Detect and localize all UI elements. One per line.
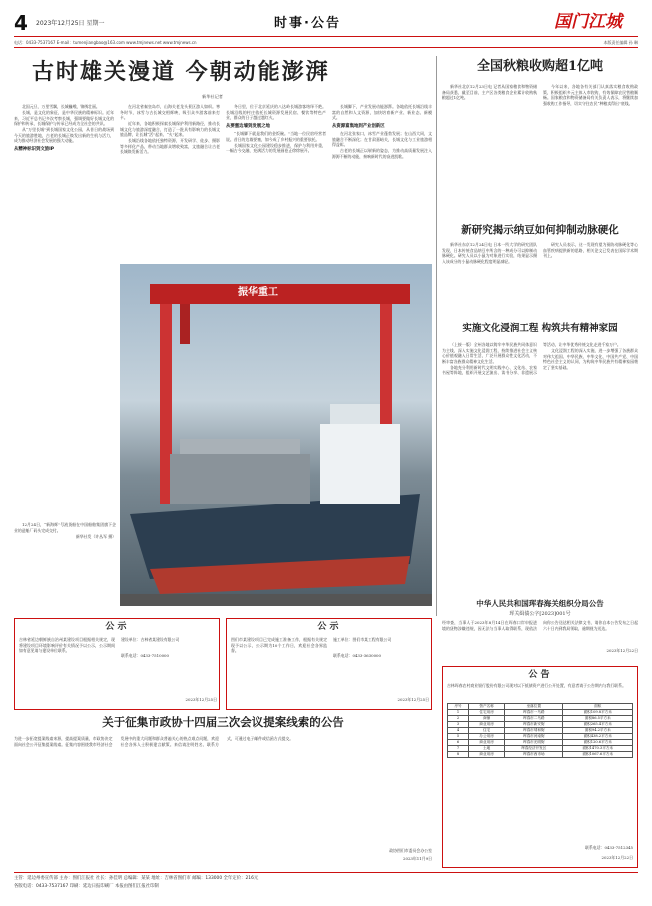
grain-headline: 全国秋粮收购超1亿吨 xyxy=(476,59,604,74)
asset-notice-contact: 联系电话：0433-7512345 xyxy=(585,845,633,850)
lead-subhead-3: 从资源富集地到产业创新区 xyxy=(332,123,385,129)
lead-subhead-1: 从精神标识到文旅IP xyxy=(14,146,54,152)
issue-date: 2023年12月25日 星期一 xyxy=(36,20,105,27)
table-row: 2 商铺 珲春市二马路 面积86.5平方米 xyxy=(448,716,633,722)
proposal-signoff: 政协图们市委员会办公室 xyxy=(389,848,432,853)
proposal-body: 为进一步拓宽提案线索来源，提高提案质量，市政协决定面向社会公开征集提案线索。征集内容围绕我市经济社会发展中的重大问题和群众普遍关心的热点难点问题，欢迎社会各界人士积极建言献策。来信请注明姓名、联系方式，可通过电子邮件或信函方式提交。 xyxy=(14,736,294,747)
col-header: 面积 xyxy=(563,704,633,710)
lead-headline: 古时雄关漫道 今朝动能澎湃 xyxy=(32,59,330,85)
public-notice-1 xyxy=(14,618,220,710)
maritime-headline: 中华人民共和国珲春海关组织分局公告 xyxy=(476,599,604,608)
masthead-rule-bottom xyxy=(14,47,638,48)
bean-headline: 新研究揭示纳豆如何抑制动脉硬化 xyxy=(461,224,619,236)
lead-column-2: 在河北省秦皇岛市，山海关老龙头景区游人如织。寒冬时节，冰雪与古长城交相辉映，吸引众多游客前来打卡。 近年来，各地积极探索长城保护利用新路径，推动长城文化与旅游深度融合，打造了一批具有影响力的长城文旅品牌，让长城“活”起来、“火”起来。 长城沿线各地依托独特资源，开发研学、徒步、摄影等多样化产品，带动当地群众增收致富，文旅融合让古老长城焕发新活力。 xyxy=(120,104,220,154)
proposal-date: 2023年11月9日 xyxy=(403,856,432,861)
notice-2-phone: 联系电话：0433-3630000 xyxy=(333,653,381,658)
maritime-subhead: 珲关缉债公字[2023]001号 xyxy=(509,611,571,617)
notice-1-title: 公 示 xyxy=(105,622,127,632)
col-header: 坐落位置 xyxy=(505,704,563,710)
ship-crane-text: 振华重工 xyxy=(238,287,278,298)
masthead-contact: 电话：0433-7537167 E-mail：tumenjiangbao@163.com www.tmjnews.net www.tmjnews.cn xyxy=(14,40,197,45)
section-title: 时事·公告 xyxy=(274,16,341,31)
table-row: 1 住宅用房 珲春市一马路 面积109.8平方米 xyxy=(448,710,633,716)
page-number: 4 xyxy=(14,11,28,35)
table-row: 6 商业用房 珲春市光明街 面积120.6平方米 xyxy=(448,740,633,746)
newspaper-logo: 国门江城 xyxy=(554,12,622,32)
table-row: 7 土地 珲春经济开发区 面积1470.3平方米 xyxy=(448,746,633,752)
grain-body: 新华社北京12月23日电 记者从国家粮食和物资储备局获悉，截至目前，主产区各类粮食企业累计收购秋粮超过1亿吨。 今年以来，各地各有关部门认真落实粮食收购政策，积极组织多元主体入市收购，有效保障农民售粮顺畅。国家粮食和物资储备局有关负责人表示，将继续加强收购工作指导，切实守住农民“种粮卖得出”底线。 xyxy=(442,84,638,106)
lead-subhead-2: 从要塞边墙到发展之地 xyxy=(226,123,270,129)
maritime-notice xyxy=(442,598,638,658)
notice-2-date: 2023年12月25日 xyxy=(397,697,429,702)
col-header: 资产名称 xyxy=(469,704,505,710)
proposal-headline: 关于征集市政协十四届三次会议提案线索的公告 xyxy=(102,715,344,729)
bean-body: 新华社东京12月24日电 日本一所大学的研究团队发现，日本传统食品纳豆中所含的一种成分可以抑制动脉硬化。研究人员以小鼠为对象进行实验，结果显示摄入该成分的小鼠动脉硬化程度明显减轻。 研究人员表示，这一发现有望为预防动脉硬化等心血管疾病提供新的思路，相关论文已发表在国际学术期刊上。 xyxy=(442,242,638,264)
footer-line-1: 主管：延边州委宣传部 主办：图们江报社 社长：孙佳明 总编辑：某某 地址：吉林省图们市 邮编：133000 全年定价：216元 xyxy=(14,876,259,881)
asset-notice-title: 公 告 xyxy=(528,670,550,680)
notice-1-body: 吉林省延边朝鲜族自治州某建设项目根据相关规定，现将建设项目环境影响评价有关情况予以公示，公示期间如有意见请与建设单位联系。 xyxy=(19,637,115,653)
asset-table xyxy=(447,703,633,758)
public-notice-2 xyxy=(226,618,432,710)
proposal-notice xyxy=(14,714,432,868)
culture-body: （上接一版）全州各地以铸牢中华民族共同体意识为主线，深入实施文化浸润工程，持续推进社会主义核心价值观融入日常生活，广泛开展群众性文化活动，不断丰富各族群众精神文化生活。 各地充分利用新时代文明实践中心、文化站、农家书屋等阵地，组织开展文艺演出、读书分享、非遗展示等活动，让中华优秀传统文化走进千家万户。 文化浸润工程的深入实施，进一步增强了各族群众对伟大祖国、中华民族、中华文化、中国共产党、中国特色社会主义的认同，为构筑中华民族共有精神家园奠定了坚实基础。 xyxy=(442,342,638,375)
grain-article xyxy=(442,58,638,206)
footer-rule xyxy=(14,872,638,873)
table-row: 8 商业用房 珲春市西市场 面积1067.6平方米 xyxy=(448,752,633,758)
bean-article xyxy=(442,222,638,308)
notice-1-date: 2023年12月25日 xyxy=(185,697,217,702)
photo-caption: 12月24日，“新海辉”号液货船在中国船舶集团旗下企业的造船厂码头完成交付。 新华社发（许丛军 摄） xyxy=(14,522,116,539)
table-row: 4 住宅 珲春市靖和街 面积94.2平方米 xyxy=(448,728,633,734)
asset-notice-intro: 吉林珲春农村商业银行股份有限公司现对以下抵债资产进行公开处置，有意者请于公告期内与我行联系。 xyxy=(447,683,626,688)
lead-byline: 新华社记者 xyxy=(202,94,223,99)
table-row: 5 办公用房 珲春市河南街 面积438.2平方米 xyxy=(448,734,633,740)
notice-2-title: 公 示 xyxy=(317,622,339,632)
masthead xyxy=(14,12,638,52)
footer-line-2: 各版电话：0433-7537167 印刷：延边日报印刷厂 本报由图们江报社印制 xyxy=(14,884,159,889)
column-divider xyxy=(436,56,437,616)
lead-column-3: 冬日里，位于北京延庆的八达岭长城游客络绎不绝。长城沿线的村庄依托长城资源发展民宿、餐饮等特色产业，群众的日子越过越红火。 从要塞边墙到发展之地 “长城脚下就是我们的金饭碗。”当地一位民宿经营者说。昔日的边墙要塞，如今成了乡村振兴的重要依托。 长城国家文化公园建设稳步推进，保护与利用并重，一幅古今交融、充满活力的发展画卷正徐徐展开。 xyxy=(226,104,326,153)
lead-column-1: 北国元旦，万里雪飘，长城巍峨，锦绣壮丽。 长城，是文化的象征，是中华民族的精神标识。近年来，习近平总书记多次考察长城，强调要做好长城文化的保护和传承，长城保护与传承已经成为全社会的共识。 从“万里长城”到长城国家文化公园，从昔日的战场到今天的旅游胜地，古老的长城正焕发出新的生机与活力，成为推动经济社会发展的强大动能。 从精神标识到文旅IP xyxy=(14,104,114,152)
notice-1-unit: 建设单位：吉林省某建设有限公司 xyxy=(121,637,180,642)
notice-2-unit: 施工单位：图们市某工程有限公司 xyxy=(333,637,392,642)
asset-notice xyxy=(442,666,638,868)
page-editor: 本版责任编辑 孙 琳 xyxy=(603,40,638,45)
col-header: 序号 xyxy=(448,704,469,710)
ship-illustration xyxy=(120,264,432,606)
masthead-rule-top xyxy=(14,36,638,37)
maritime-body: 经审查，当事人于2023年8月14日在珲春口岸申报进境的货物涉嫌违规，因无法与当事人取得联系，现依法向你公告送达相关法律文书，请你自本公告发布之日起六十日内到我局领取，逾期视为送达。 xyxy=(442,620,638,631)
notice-1-phone: 联系电话：0433-7510000 xyxy=(121,653,169,658)
table-row: 3 商业用房 珲春市新安街 面积265.4平方米 xyxy=(448,722,633,728)
notice-2-body: 图们市某建设项目已完成施工准备工作，根据有关规定现予以公示，公示期为10个工作日，欢迎社会各界监督。 xyxy=(231,637,327,653)
ship-photo xyxy=(120,264,432,606)
culture-headline: 实施文化浸润工程 构筑共有精神家园 xyxy=(462,323,618,334)
maritime-date: 2023年12月22日 xyxy=(606,648,638,653)
lead-column-4: 长城脚下，产业发展动能澎湃。各地依托长城沿线丰富的自然和人文资源，加快培育新产业、新业态、新模式。 从资源富集地到产业创新区 在河北张家口，冰雪产业蓬勃发展；在山西大同，文旅融合不断深化；在甘肃嘉峪关，长城文化与工业旅游相得益彰。 古老的长城正以崭新的姿态，为推动高质量发展注入源源不断的动能，奏响新时代的奋进凯歌。 xyxy=(332,104,432,159)
asset-notice-date: 2023年12月22日 xyxy=(601,855,633,860)
lead-article xyxy=(14,54,432,614)
culture-article xyxy=(442,322,638,572)
